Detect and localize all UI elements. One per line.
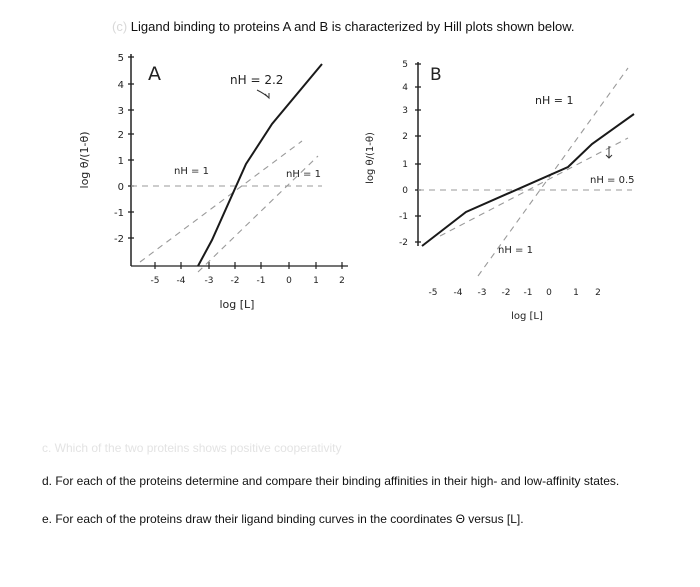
panel-b-xtick-1: 1 [573,288,579,298]
panel-b-annotation-nh-1-top: nH = 1 [535,94,574,107]
panel-a-annotation-nh-1-left: nH = 1 [174,166,209,177]
panel-b-ytick-1: 1 [402,160,408,170]
panel-b-ytick-2: 2 [402,132,408,142]
panel-a-x-label: log [L] [219,298,255,311]
panel-a-xtick-0: 0 [286,276,292,286]
panel-a-xtick-2: 2 [339,276,345,286]
panel-a-ytick-3: 3 [117,106,124,117]
faded-question-c: c. Which of the two proteins shows positive cooperativity [42,441,342,455]
panel-a-xtick-m2: -2 [230,276,240,286]
panel-a-hill-curve [198,64,322,266]
panel-a-ytick-5: 5 [117,53,124,64]
panel-b-ytick-0: 0 [402,186,408,196]
panel-a-asymptote-left [140,141,302,262]
panel-a-ytick-2: 2 [117,130,124,141]
panel-b-xtick-0: 0 [546,288,552,298]
panel-a-annotation-nh-1-right: nH = 1 [286,169,321,180]
panel-a-letter: A [148,63,161,85]
panel-b-ytick-5: 5 [402,60,408,70]
question-header [112,19,575,34]
panel-b-y-label: log θ/(1-θ) [365,132,376,184]
panel-b-letter: B [430,65,442,85]
panel-b-xtick-m2: -2 [501,288,511,298]
panel-b-annotation-arrow [606,146,612,158]
panel-a-ytick-0: 0 [117,182,124,193]
panel-a-ytick-1: 1 [117,156,124,167]
question-d: d. For each of the proteins determine and compare their binding affinities in their high- and low-affinity states. [42,474,620,488]
panel-a-ytick-m1: -1 [114,208,124,219]
panel-b-asymptote-low [440,138,628,236]
panel-a-xtick-m3: -3 [204,276,214,286]
panel-a-annotation-arrow [257,90,269,98]
panel-a-xtick-m1: -1 [256,276,266,286]
panel-b-ytick-m1: -1 [399,212,408,222]
panel-a-ytick-4: 4 [117,80,124,91]
panel-a-xtick-m4: -4 [176,276,186,286]
panel-b-ytick-m2: -2 [399,238,408,248]
question-e: e. For each of the proteins draw their ligand binding curves in the coordinates Θ versus [L]. [42,512,524,526]
panel-b-xtick-m4: -4 [453,288,463,298]
panel-a-xtick-m5: -5 [150,276,160,286]
panel-a-xtick-1: 1 [313,276,319,286]
panel-a-annotation-nh-2-2: nH = 2.2 [230,73,284,87]
panel-a-y-label: log θ/(1-θ) [78,131,91,189]
hill-plots-figure [60,40,660,330]
panel-b-ytick-3: 3 [402,106,408,116]
panel-b-annotation-nh-0-5: nH = 0.5 [590,175,635,186]
panel-b-x-label: log [L] [511,311,543,322]
panel-b-xtick-m3: -3 [477,288,487,298]
question-header-prefix: (c) [112,19,128,34]
panel-a-ytick-m2: -2 [114,234,124,245]
panel-b-annotation-nh-1-bottom: nH = 1 [498,245,533,256]
panel-b-xtick-m5: -5 [428,288,438,298]
panel-a [78,53,348,311]
panel-b [365,60,635,322]
question-header-text: Ligand binding to proteins A and B is characterized by Hill plots shown below. [130,19,575,34]
panel-b-ytick-4: 4 [402,83,408,93]
panel-b-xtick-m1: -1 [523,288,533,298]
panel-b-xtick-2: 2 [595,288,601,298]
